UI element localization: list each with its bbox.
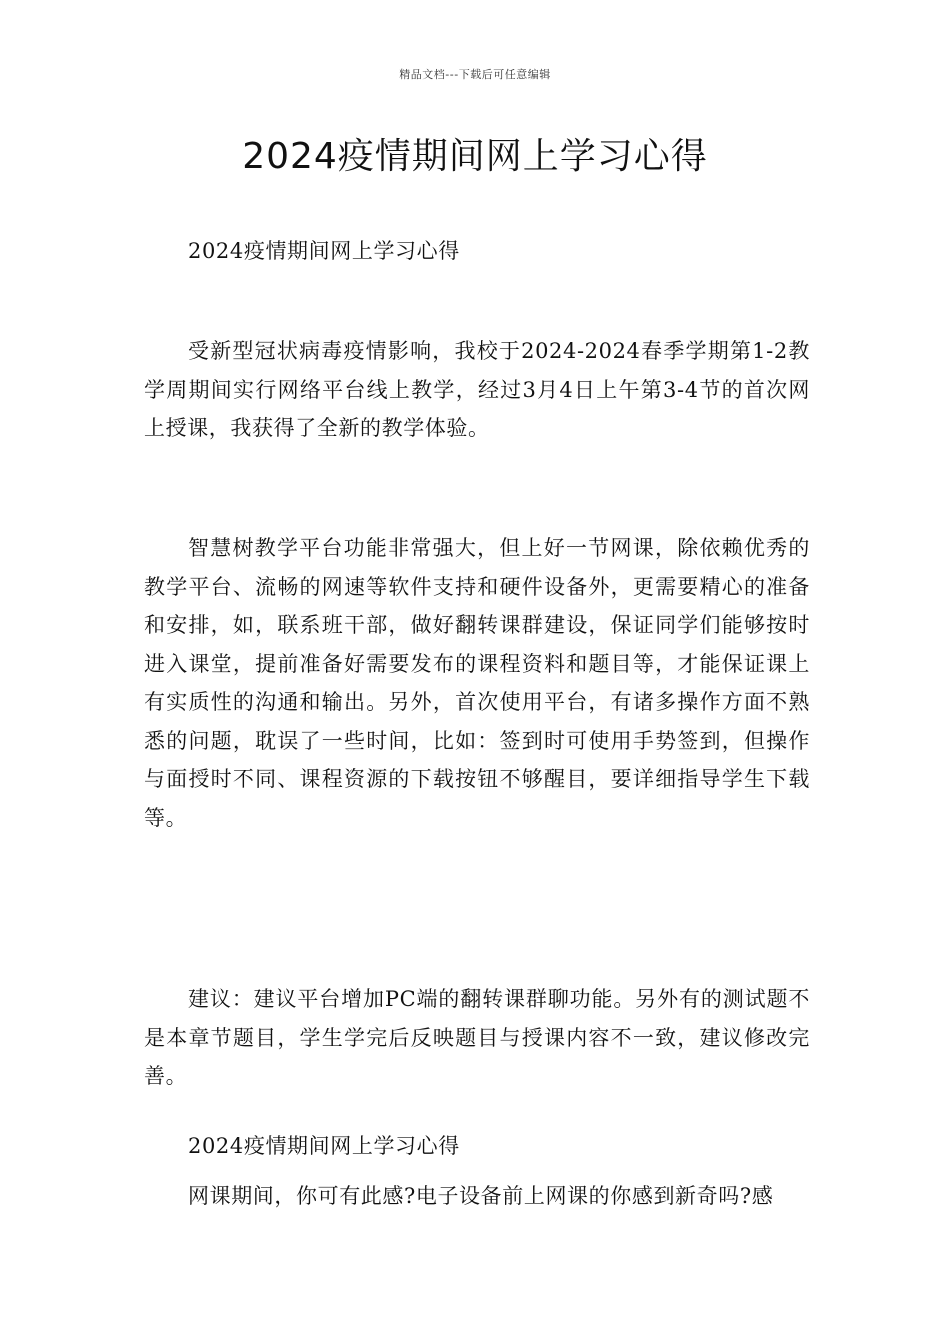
body-paragraph: 建议：建议平台增加PC端的翻转课群聊功能。另外有的测试题不是本章节题目，学生学完后反映题目与授课内容不一致，建议修改完善。 [144,987,810,1088]
paragraph-block-3 [144,980,810,1096]
paragraph-block-4 [144,1177,810,1216]
subheading-block-2 [144,1127,810,1166]
body-paragraph: 网课期间，你可有此感?电子设备前上网课的你感到新奇吗?感 [188,1184,774,1208]
body-paragraph: 智慧树教学平台功能非常强大，但上好一节网课，除依赖优秀的教学平台、流畅的网速等软件支持和硬件设备外，更需要精心的准备和安排，如，联系班干部，做好翻转课群建设，保证同学们能够按时进入课堂，提前准备好需要发布的课程资料和题目等，才能保证课上有实质性的沟通和输出。另外，首次使用平台，有诸多操作方面不熟悉的问题，耽误了一些时间，比如：签到时可使用手势签到，但操作与面授时不同、课程资源的下载按钮不够醒目，要详细指导学生下载等。 [144,536,810,830]
paragraph-block-2 [144,529,810,837]
paragraph-block-1 [144,332,810,448]
document-title: 2024疫情期间网上学习心得 [242,136,708,177]
subheading-block-1 [144,232,810,271]
header-note: 精品文档---下载后可任意编辑 [399,68,551,81]
body-paragraph: 受新型冠状病毒疫情影响，我校于2024-2024春季学期第1-2教学周期间实行网络平台线上教学，经过3月4日上午第3-4节的首次网上授课，我获得了全新的教学体验。 [144,339,810,440]
subheading: 2024疫情期间网上学习心得 [188,1134,460,1158]
subheading: 2024疫情期间网上学习心得 [188,239,460,263]
